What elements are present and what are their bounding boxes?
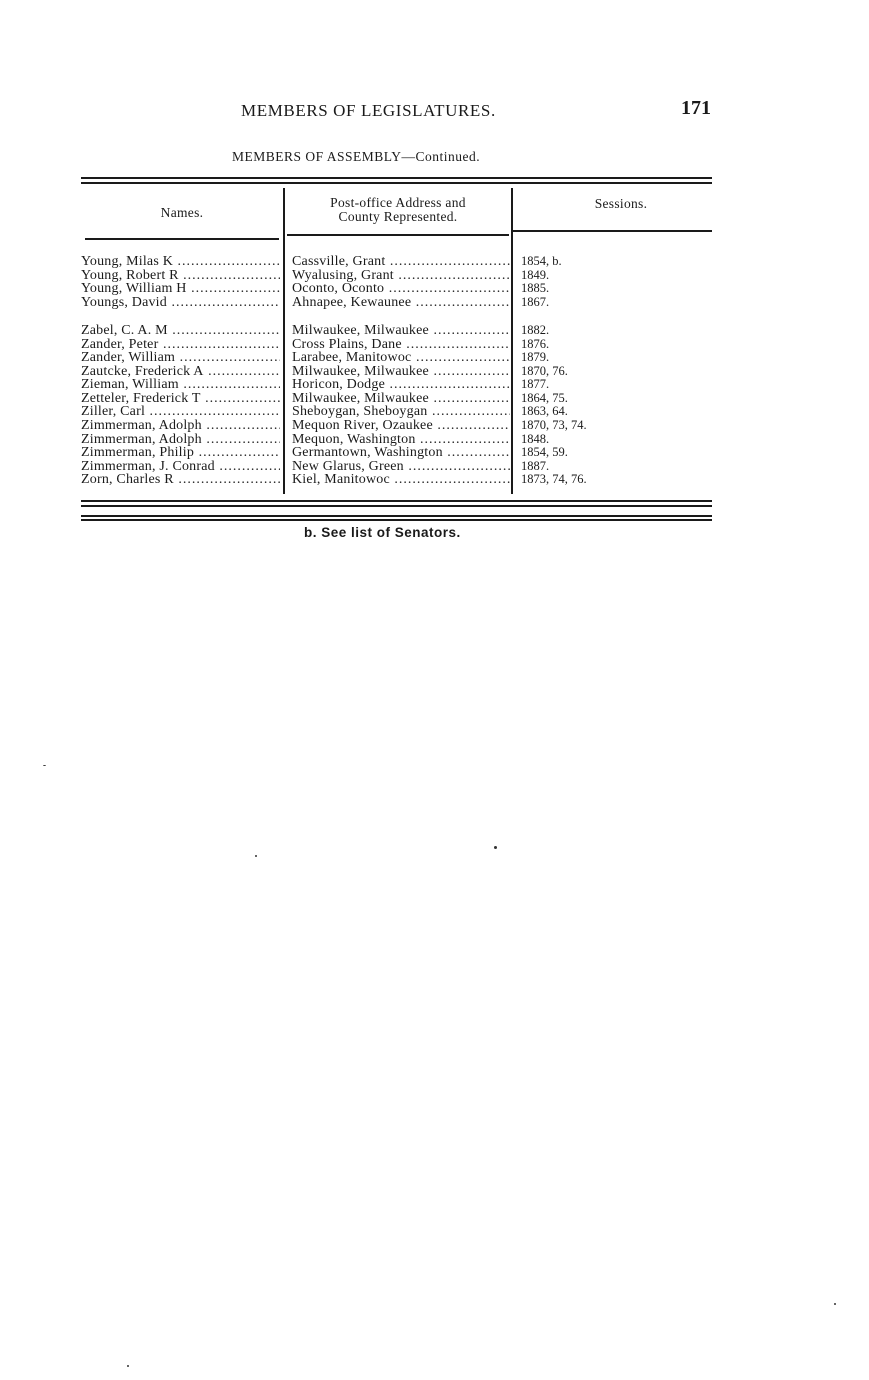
column-divider-2 xyxy=(511,188,513,494)
address-column-header xyxy=(285,196,511,224)
sessions-column xyxy=(521,255,711,487)
table-row-name: Zimmerman, Adolph ..... xyxy=(81,433,280,447)
table-row-address: Wyalusing, Grant ..... xyxy=(292,269,510,283)
table-row-sessions: 1879. xyxy=(521,351,550,365)
table-row-name: Zautcke, Frederick A ..... xyxy=(81,365,280,379)
table-row-address: Cassville, Grant ..... xyxy=(292,255,510,269)
table-row-sessions: 1873, 74, 76. xyxy=(521,473,587,487)
table-row-sessions: 1877. xyxy=(521,378,550,392)
table-row-name: Zimmerman, Philip ..... xyxy=(81,446,280,460)
table-row-name: Zetteler, Frederick T ..... xyxy=(81,392,280,406)
table-bottom-rule xyxy=(81,500,712,502)
table-row-sessions: 1887. xyxy=(521,459,550,473)
table-row-address: Larabee, Manitowoc ..... xyxy=(292,351,510,365)
names-header-underline xyxy=(85,238,279,240)
scan-speck xyxy=(127,1365,129,1367)
table-row-name: Zander, William ..... xyxy=(81,351,280,365)
scan-speck xyxy=(834,1303,836,1305)
table-row-sessions: 1848. xyxy=(521,432,550,446)
table-row-address: Milwaukee, Milwaukee ..... xyxy=(292,324,510,338)
names-column-header: Names. xyxy=(160,205,204,220)
table-row-sessions: 1849. xyxy=(521,268,550,282)
table-row-sessions: 1854, b. xyxy=(521,255,562,268)
table-row-address: Cross Plains, Dane ..... xyxy=(292,338,510,352)
address-header-line-2: County Represented. xyxy=(338,209,458,224)
table-bottom-rule-3 xyxy=(81,515,712,517)
page-number: 171 xyxy=(681,97,711,119)
table-row-address: Sheboygan, Sheboygan ..... xyxy=(292,405,510,419)
table-top-rule xyxy=(81,177,712,179)
table-bottom-rule-4 xyxy=(81,519,712,521)
table-row-address: Ahnapee, Kewaunee ..... xyxy=(292,296,510,310)
table-row-address: Milwaukee, Milwaukee ..... xyxy=(292,365,510,379)
table-row-sessions: 1876. xyxy=(521,337,550,351)
scan-speck xyxy=(255,855,257,857)
section-title: MEMBERS OF ASSEMBLY—Continued. xyxy=(232,149,481,164)
table-row-sessions: 1864, 75. xyxy=(521,391,568,405)
names-column xyxy=(81,255,280,487)
table-row-sessions: 1885. xyxy=(521,282,550,296)
table-row-name: Zorn, Charles R ..... xyxy=(81,473,280,487)
table-row-name: Zabel, C. A. M ..... xyxy=(81,324,280,338)
table-row-name: Zimmerman, Adolph ..... xyxy=(81,419,280,433)
table-bottom-rule-2 xyxy=(81,505,712,507)
table-row-name: Ziller, Carl ..... xyxy=(81,405,280,419)
table-row-sessions: 1870, 76. xyxy=(521,364,568,378)
scan-speck xyxy=(43,765,46,766)
address-column xyxy=(292,255,510,487)
sessions-column-header: Sessions. xyxy=(594,196,648,211)
table-row-sessions: 1870, 73, 74. xyxy=(521,419,587,433)
table-row-name: Young, William H ..... xyxy=(81,282,280,296)
table-row-address: Germantown, Washington ..... xyxy=(292,446,510,460)
table-row-name: Zieman, William ..... xyxy=(81,378,280,392)
column-divider-1 xyxy=(283,188,285,494)
table-row-sessions: 1854, 59. xyxy=(521,446,568,460)
table-row-sessions: 1863, 64. xyxy=(521,405,568,419)
table-row-name: Young, Milas K ..... xyxy=(81,255,280,269)
address-header-underline xyxy=(287,234,509,236)
running-title: MEMBERS OF LEGISLATURES. xyxy=(241,101,496,120)
table-row-sessions: 1867. xyxy=(521,295,550,309)
scan-speck xyxy=(494,846,497,849)
table-row-name: Youngs, David ..... xyxy=(81,296,280,310)
table-row-name: Zimmerman, J. Conrad ..... xyxy=(81,460,280,474)
table-row-address: Mequon River, Ozaukee ..... xyxy=(292,419,510,433)
table-top-rule-2 xyxy=(81,182,712,184)
sessions-header-underline xyxy=(513,230,712,232)
table-row-address: Oconto, Oconto ..... xyxy=(292,282,510,296)
table-row-name: Young, Robert R ..... xyxy=(81,269,280,283)
table-row-address: Milwaukee, Milwaukee ..... xyxy=(292,392,510,406)
footnote: b. See list of Senators. xyxy=(304,525,461,540)
table-row-address: Kiel, Manitowoc ..... xyxy=(292,473,510,487)
address-header-line-1: Post-office Address and xyxy=(330,195,466,210)
table-row-sessions: 1882. xyxy=(521,324,550,338)
table-row-address: Horicon, Dodge ..... xyxy=(292,378,510,392)
table-row-address: New Glarus, Green ..... xyxy=(292,460,510,474)
table-row-name: Zander, Peter ..... xyxy=(81,338,280,352)
table-row-address: Mequon, Washington ..... xyxy=(292,433,510,447)
